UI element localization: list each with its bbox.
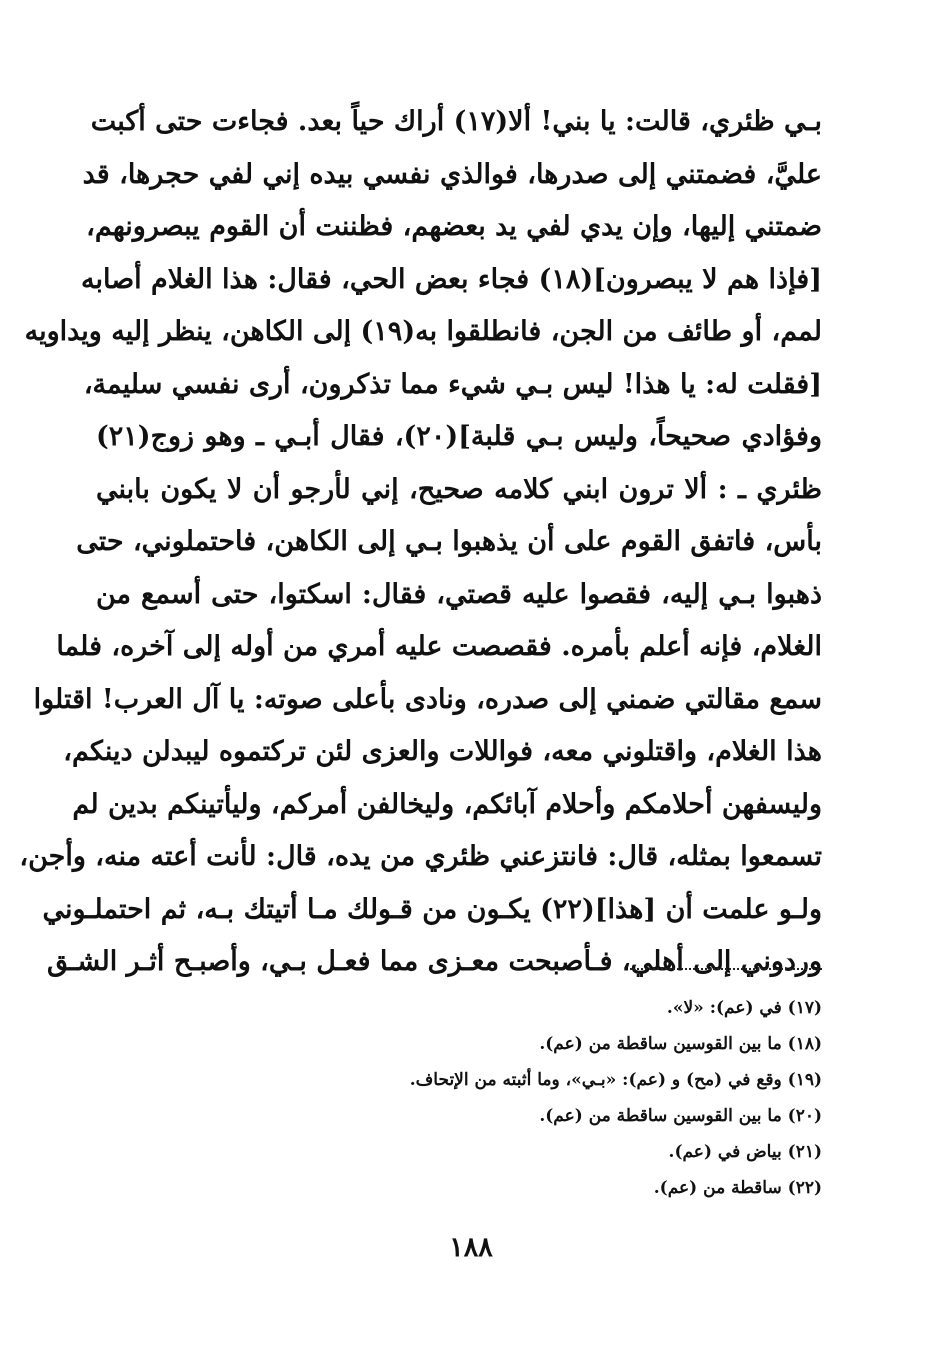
text-line: وردوني إلى أهلي، فـأصبحت معـزى مما فعـل بـي، وأصبـح أثـر الشـق [46,946,822,977]
text-line: ظئري ـ : ألا ترون ابني كلامه صحيح، إني لأرجو أن لا يكون بابني [96,473,822,505]
main-text [19,96,822,989]
footnote: (٢١) بياض في (عم). [668,1142,822,1162]
text-line: [فإذا هم لا يبصرون](١٨) فجاء بعض الحي، فقال: هذا الغلام أصابه [81,263,822,295]
footnote: (١٩) وقع في (مح) و (عم): «بـي»، وما أثبته من الإتحاف. [409,1070,822,1090]
footnote: (١٨) ما بين القوسين ساقطة من (عم). [539,1034,822,1054]
text-line: بـي ظئري، قالت: يا بني! ألا(١٧) أراك حياً بعد. فجاءت حتى أكبت [90,106,822,137]
footnote: (١٧) في (عم): «لا». [666,998,822,1018]
text-line: سمع مقالتي ضمني إلى صدره، ونادى بأعلى صوته: يا آل العرب! اقتلوا [33,683,822,715]
text-line: بأس، فاتفق القوم على أن يذهبوا بـي إلى الكاهن، فاحتملوني، حتى [76,526,822,557]
text-line: هذا الغلام، واقتلوني معه، فواللات والعزى لئن تركتموه ليبدلن دينكم، [63,736,822,767]
text-line: عليَّ، فضمتني إلى صدرها، فوالذي نفسي بيده إني لفي حجرها، قد [82,158,822,190]
page-number: ١٨٨ [449,1232,493,1263]
text-line: وليسفهن أحلامكم وأحلام آبائكم، وليخالفن أمركم، وليأتينكم بدين لم [72,788,822,820]
text-line: [فقلت له: يا هذا! ليس بـي شيء مما تذكرون، أرى نفسي سليمة، [83,368,822,400]
text-line: ولـو علمت أن [هذا](٢٢) يكـون من قـولك مـا أتيتك بـه، ثم احتملـوني [42,893,822,925]
footnotes [300,990,822,1206]
footnote: (٢٢) ساقطة من (عم). [653,1178,822,1198]
text-line: تسمعوا بمثله، قال: فانتزعني ظئري من يده، قال: لأنت أعته منه، وأجن، [19,841,822,872]
text-line: وفؤادي صحيحاً، وليس بـي قلبة](٢٠)، فقال أبـي ـ وهو زوج(٢١) [96,421,822,452]
text-line: ضمتني إليها، وإن يدي لفي يد بعضهم، فظننت أن القوم يبصرونهم، [86,211,822,242]
text-line: ذهبوا بـي إليه، فقصوا عليه قصتي، فقال: اسكتوا، حتى أسمع من [96,578,822,610]
text-line: لمم، أو طائف من الجن، فانطلقوا به(١٩) إلى الكاهن، ينظر إليه ويداويه [24,316,822,347]
footnote-separator [630,968,822,970]
text-line: الغلام، فإنه أعلم بأمره. فقصصت عليه أمري من أوله إلى آخره، فلما [56,631,822,662]
footnote: (٢٠) ما بين القوسين ساقطة من (عم). [539,1106,822,1126]
